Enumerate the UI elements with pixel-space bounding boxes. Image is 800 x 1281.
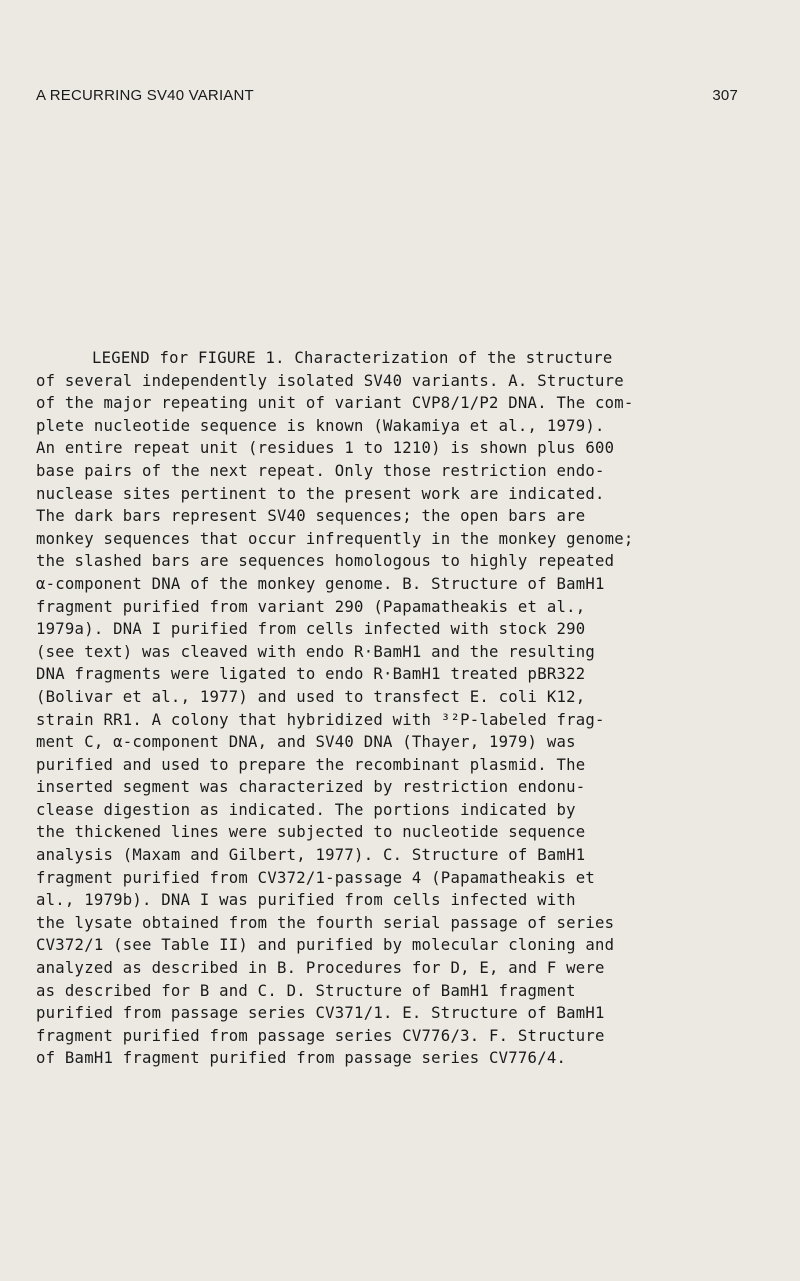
legend-line: of BamH1 fragment purified from passage series CV776/4. [36, 1049, 567, 1068]
legend-line: nuclease sites pertinent to the present work are indicated. [36, 484, 605, 503]
legend-line: α-component DNA of the monkey genome. B. Structure of BamH1 [36, 574, 605, 593]
legend-line: the lysate obtained from the fourth serial passage of series [36, 913, 615, 932]
legend-line: the slashed bars are sequences homologous to highly repeated [36, 552, 615, 571]
legend-line: as described for B and C. D. Structure of BamH1 fragment [36, 981, 576, 1000]
legend-line: (see text) was cleaved with endo R·BamH1 and the resulting [36, 642, 596, 661]
running-title: A RECURRING SV40 VARIANT [36, 87, 254, 104]
legend-line: base pairs of the next repeat. Only those restriction endo- [36, 461, 605, 480]
legend-line: monkey sequences that occur infrequently in the monkey genome; [36, 529, 634, 548]
legend-line: of the major repeating unit of variant CVP8/1/P2 DNA. The com- [36, 394, 634, 413]
legend-line: clease digestion as indicated. The portions indicated by [36, 800, 576, 819]
legend-line: the thickened lines were subjected to nucleotide sequence [36, 823, 586, 842]
legend-line: An entire repeat unit (residues 1 to 1210) is shown plus 600 [36, 439, 615, 458]
legend-line: purified from passage series CV371/1. E. Structure of BamH1 [36, 1004, 605, 1023]
legend-line: The dark bars represent SV40 sequences; the open bars are [36, 507, 586, 526]
legend-line: fragment purified from passage series CV776/3. F. Structure [36, 1026, 605, 1045]
legend-line: of several independently isolated SV40 variants. A. Structure [36, 371, 624, 390]
legend-line: CV372/1 (see Table II) and purified by molecular cloning and [36, 936, 615, 955]
legend-line: ment C, α-component DNA, and SV40 DNA (Thayer, 1979) was [36, 733, 576, 752]
legend-line: DNA fragments were ligated to endo R·BamH1 treated pBR322 [36, 665, 586, 684]
legend-line: 1979a). DNA I purified from cells infected with stock 290 [36, 620, 586, 639]
page-number: 307 [712, 87, 738, 104]
legend-line: purified and used to prepare the recombinant plasmid. The [36, 755, 586, 774]
legend-line: strain RR1. A colony that hybridized with ³²P-labeled frag- [36, 710, 605, 729]
legend-line: (Bolivar et al., 1977) and used to transfect E. coli K12, [36, 687, 586, 706]
figure-legend [36, 347, 742, 1070]
legend-line: analyzed as described in B. Procedures for D, E, and F were [36, 959, 605, 978]
legend-line: plete nucleotide sequence is known (Wakamiya et al., 1979). [36, 416, 605, 435]
legend-line: fragment purified from CV372/1-passage 4 (Papamatheakis et [36, 868, 596, 887]
legend-line: al., 1979b). DNA I was purified from cells infected with [36, 891, 576, 910]
legend-line: fragment purified from variant 290 (Papamatheakis et al., [36, 597, 586, 616]
legend-line: analysis (Maxam and Gilbert, 1977). C. Structure of BamH1 [36, 846, 586, 865]
legend-line: inserted segment was characterized by restriction endonu- [36, 778, 586, 797]
legend-line: LEGEND for FIGURE 1. Characterization of the structure [92, 349, 613, 367]
